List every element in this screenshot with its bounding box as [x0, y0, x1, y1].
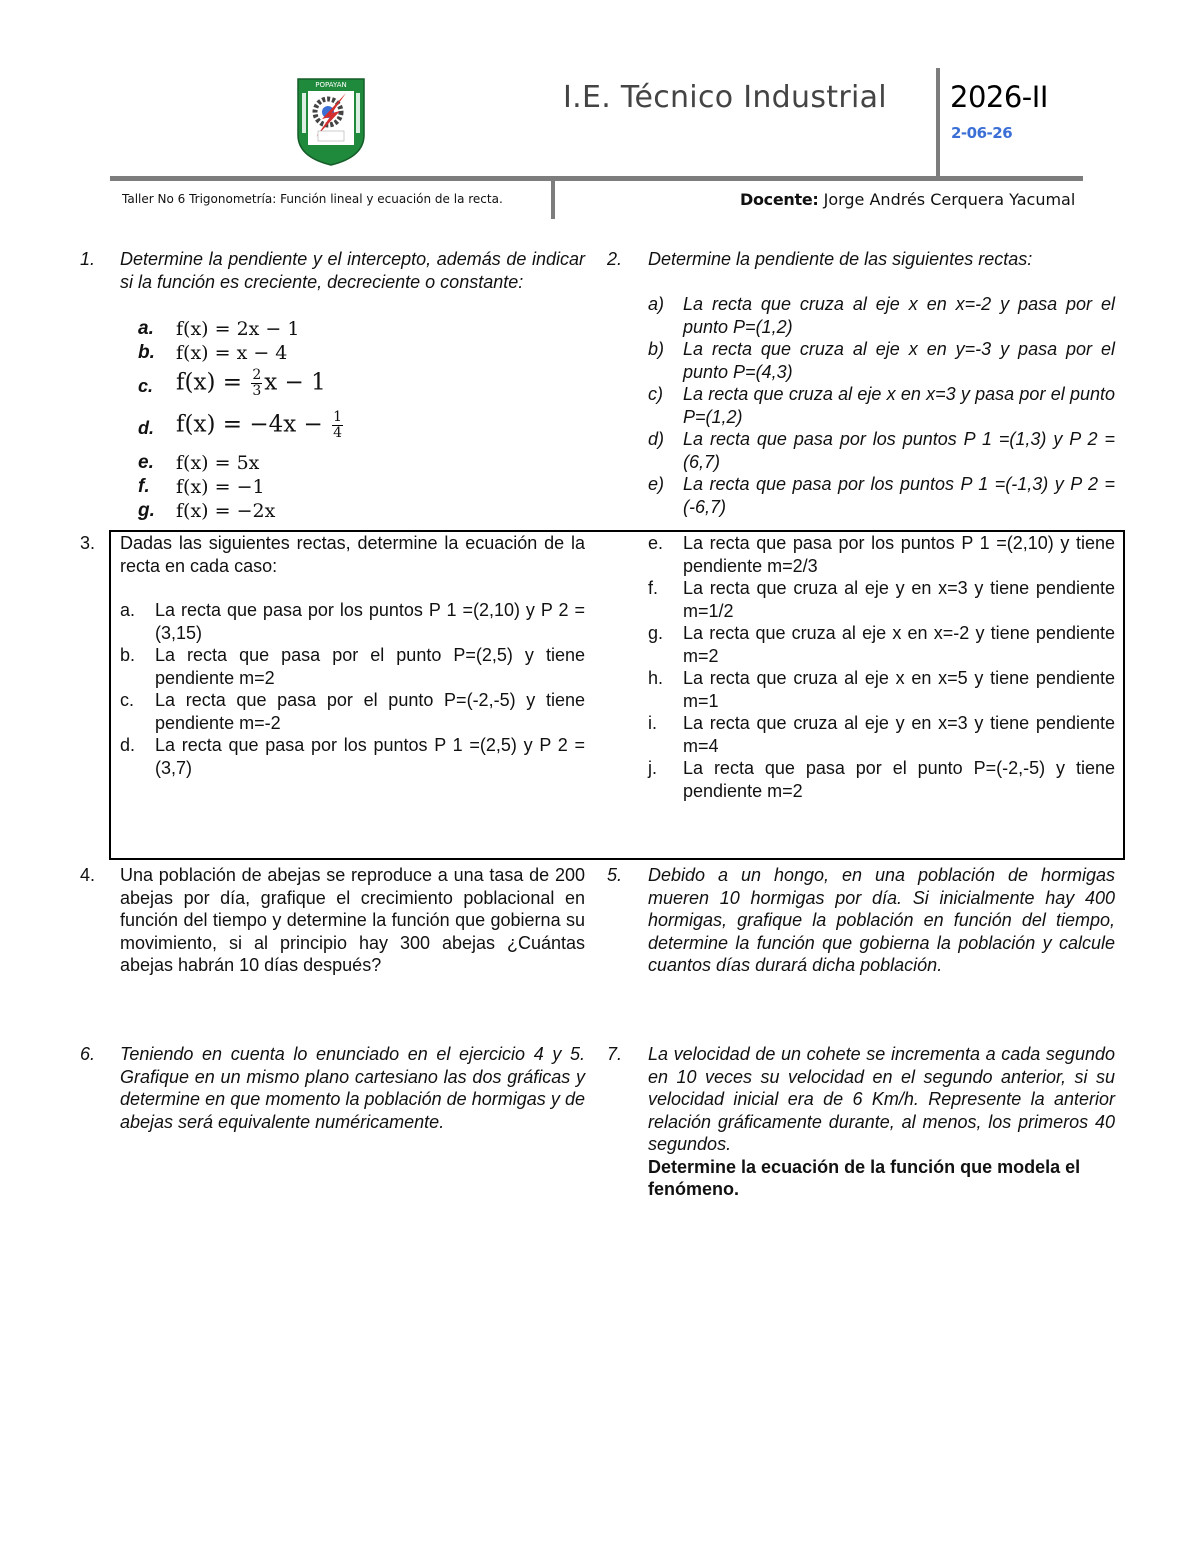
teacher-name: Jorge Andrés Cerquera Yacumal: [823, 190, 1076, 209]
document-date: 2-06-26: [951, 124, 1013, 142]
list-item: i. La recta que cruza al eje y en x=3 y tiene pendiente m=4: [648, 713, 1115, 756]
teacher: [740, 190, 1075, 209]
list-item: d) La recta que pasa por los puntos P 1 =(1,3) y P 2 =(6,7): [648, 429, 1115, 472]
exercise-3-list-left: [120, 599, 585, 779]
subheader-divider: [551, 181, 555, 219]
exercise-number: 7.: [607, 1044, 623, 1064]
list-item: j. La recta que pasa por el punto P=(-2,-5) y tiene pendiente m=2: [648, 758, 1115, 801]
exercise-3-text: Dadas las siguientes rectas, determine la ecuación de la recta en cada caso:: [120, 533, 585, 576]
exercise-4-text: Una población de abejas se reproduce a una tasa de 200 abejas por día, grafique el crecimiento poblacional en función del tiempo y determine la función que gobierna su movimiento, si al principio hay 300 abejas ¿Cuántas abejas habrán 10 días después?: [120, 865, 585, 975]
fraction: $\frac{2}{3}$: [252, 367, 262, 399]
list-item: h. La recta que cruza al eje x en x=5 y tiene pendiente m=1: [648, 668, 1115, 711]
list-item: a. La recta que pasa por los puntos P 1 =(2,10) y P 2 =(3,15): [120, 600, 585, 643]
fraction: $\frac{1}{4}$: [333, 409, 343, 441]
list-item: a) La recta que cruza al eje x en x=-2 y pasa por el punto P=(1,2): [648, 294, 1115, 337]
exercise-number: 2.: [607, 249, 623, 269]
exercise-number: 4.: [80, 865, 96, 885]
school-year: 2026-II: [950, 80, 1048, 114]
exercise-number: 3.: [80, 533, 96, 553]
exercise-number: 1.: [80, 249, 96, 269]
exercise-number: 6.: [80, 1044, 96, 1064]
exercise-number: 5.: [607, 865, 623, 885]
list-item: f. La recta que cruza al eje y en x=3 y tiene pendiente m=1/2: [648, 578, 1115, 621]
exercise-1-text: Determine la pendiente y el intercepto, además de indicar si la función es creciente, decreciente o constante:: [120, 249, 585, 292]
exercise-5-text: Debido a un hongo, en una población de hormigas mueren 10 hormigas por día. Si inicialmente hay 400 hormigas, grafique la población en función del tiempo, determine la función que gobierna la población y calcule cuantos días durará dicha población.: [648, 865, 1115, 975]
worksheet-title: Taller No 6 Trigonometría: Función lineal y ecuación de la recta.: [122, 192, 503, 206]
exercise-6-text: Teniendo en cuenta lo enunciado en el ejercicio 4 y 5. Grafique en un mismo plano cartesiano las dos gráficas y determine en que momento la población de hormigas y de abejas será equivalente numéricamente.: [120, 1044, 585, 1132]
list-item: e) La recta que pasa por los puntos P 1 =(-1,3) y P 2 =(-6,7): [648, 474, 1115, 517]
list-item: d. La recta que pasa por los puntos P 1 =(2,5) y P 2 =(3,7): [120, 735, 585, 778]
school-logo-icon: [294, 75, 368, 167]
exercise-2-list: [648, 293, 1115, 518]
exercise-7: [648, 1043, 1115, 1201]
logo-text: POPAYAN: [315, 81, 347, 89]
exercise-7-bold-text: Determine la ecuación de la función que modela el fenómeno.: [648, 1156, 1081, 1199]
header-rule: [110, 176, 1083, 181]
list-item: g. La recta que cruza al eje x en x=-2 y tiene pendiente m=2: [648, 623, 1115, 666]
school-name: I.E. Técnico Industrial: [563, 80, 887, 115]
list-item: b) La recta que cruza al eje x en y=-3 y pasa por el punto P=(4,3): [648, 339, 1115, 382]
list-item: e. La recta que pasa por los puntos P 1 =(2,10) y tiene pendiente m=2/3: [648, 533, 1115, 576]
exercise-7-text: La velocidad de un cohete se incrementa a cada segundo en 10 veces su velocidad en el segundo anterior, si su velocidad inicial era de 6 Km/h. Represente la anterior relación gráficamente durante, al menos, los primeros 40 segundos.: [648, 1044, 1115, 1154]
exercise-2-text: Determine la pendiente de las siguientes rectas:: [648, 249, 1033, 269]
list-item: c) La recta que cruza al eje x en x=3 y pasa por el punto P=(1,2): [648, 384, 1115, 427]
header-divider: [936, 68, 940, 176]
list-item: c. La recta que pasa por el punto P=(-2,-5) y tiene pendiente m=-2: [120, 690, 585, 733]
list-item: b. La recta que pasa por el punto P=(2,5) y tiene pendiente m=2: [120, 645, 585, 688]
exercise-3-list-right: [648, 532, 1115, 802]
teacher-label: Docente:: [740, 190, 819, 209]
